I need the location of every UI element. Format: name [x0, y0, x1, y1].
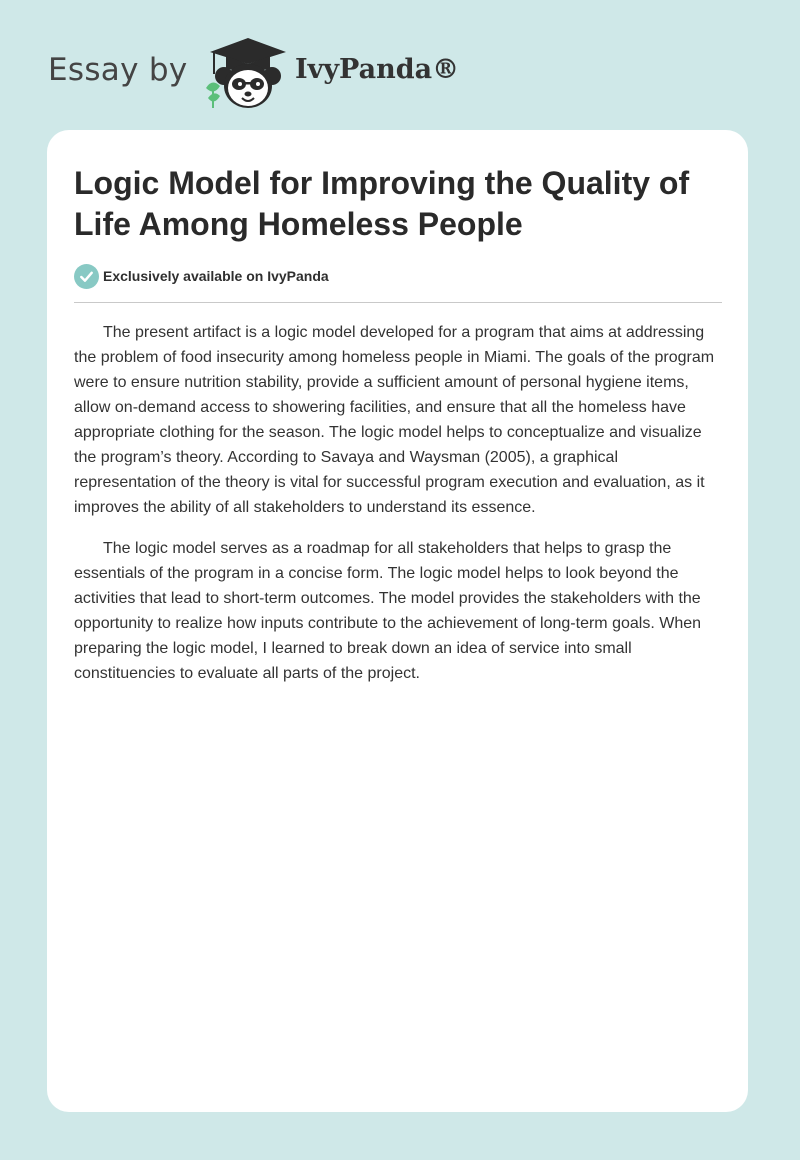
panda-graduate-icon[interactable] — [202, 34, 294, 112]
article-body — [74, 320, 724, 702]
divider — [74, 302, 722, 303]
check-circle-icon — [74, 264, 99, 289]
brand-name[interactable]: IvyPanda® — [295, 54, 460, 85]
badge-text: Exclusively available on IvyPanda — [103, 268, 329, 284]
article-card — [47, 130, 748, 1112]
site-header — [48, 34, 528, 112]
paragraph: The present artifact is a logic model developed for a program that aims at addressing the problem of food insecurity among homeless people in Miami. The goals of the program were to ensure nutrition stability, provide a sufficient amount of personal hygiene items, allow on-demand access to showering facilities, and ensure that all the homeless have appropriate clothing for the season. The logic model helps to conceptualize and visualize the program’s theory. According to Savaya and Waysman (2005), a graphical representation of the theory is vital for successful program execution and evaluation, as it improves the ability of all stakeholders to understand its essence. — [74, 324, 715, 516]
paragraph: The logic model serves as a roadmap for all stakeholders that helps to grasp the essentials of the program in a concise form. The logic model helps to look beyond the activities that lead to short-term outcomes. The model provides the stakeholders with the opportunity to realize how inputs contribute to the achievement of long-term goals. When preparing the logic model, I learned to break down an idea of service into small constituencies to evaluate all parts of the project. — [74, 540, 702, 682]
page-title: Logic Model for Improving the Quality of Life Among Homeless People — [74, 165, 690, 242]
brand-prefix: Essay by — [48, 52, 188, 88]
exclusive-badge — [74, 263, 329, 289]
